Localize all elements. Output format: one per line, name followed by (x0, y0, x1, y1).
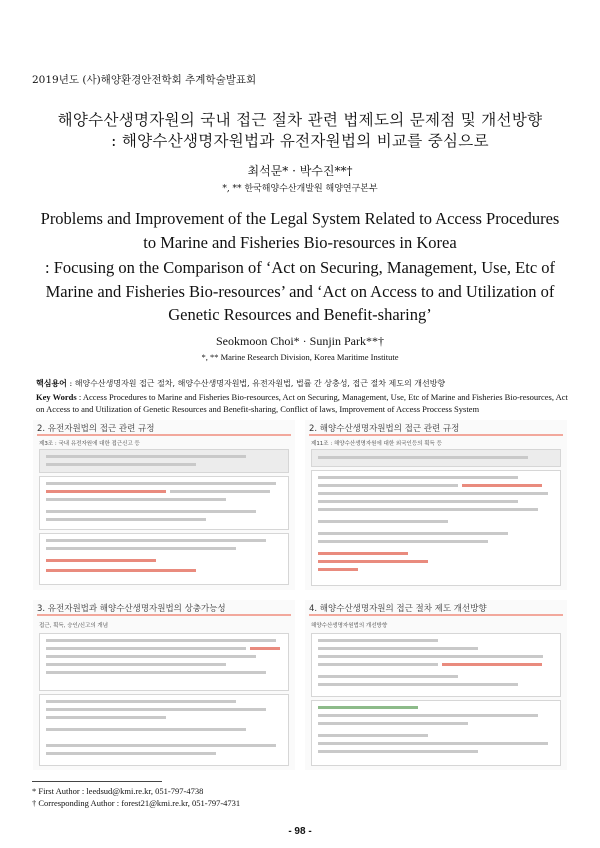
panel-3-box-1 (39, 633, 289, 691)
keywords-english-text: : Access Procedures to Marine and Fisheries Bio-resources, Act on Securing, Management, Use, Etc of Marine and Fisheries Bio-resources, Act on Access to and Utilization of Genetic Resources and Benefit-sharing, Conflict of laws, Improvement of Access Proccess System (36, 392, 568, 414)
panel-4-box-1 (311, 633, 561, 697)
footnote-rule (32, 781, 162, 782)
panel-2-subtitle: 제11조 : 해양수산생명자원에 대한 외국인등의 획득 등 (311, 441, 442, 447)
figure-panel-2 (305, 420, 567, 590)
english-title-line2: to Marine and Fisheries Bio-resources in Korea (143, 233, 457, 252)
footnote-first-author: * First Author : leedsud@kmi.re.kr, 051-797-4738 (32, 786, 204, 796)
keywords-korean (36, 378, 572, 389)
panel-2-box-2 (311, 470, 561, 586)
panel-2-title: 2. 해양수산생명자원법의 접근 관련 규정 (309, 424, 460, 434)
panel-1-box-1 (39, 449, 289, 473)
slides-figure (33, 420, 569, 772)
panel-1-subtitle: 제3조 : 국내 유전자원에 대한 접근신고 등 (39, 441, 140, 447)
english-title-line1: Problems and Improvement of the Legal System Related to Access Procedures (40, 209, 560, 228)
korean-affiliation: *, ** 한국해양수산개발원 해양연구본부 (222, 184, 378, 194)
keywords-korean-label: 핵심용어 (36, 378, 67, 388)
panel-4-box-2 (311, 700, 561, 766)
english-affiliation: *, ** Marine Research Division, Korea Maritime Institute (201, 352, 399, 362)
keywords-english (36, 392, 572, 415)
figure-panel-1 (33, 420, 295, 590)
panel-2-rule (309, 434, 563, 436)
figure-panel-4 (305, 600, 567, 770)
panel-3-title: 3. 유전자원법과 해양수산생명자원법의 상충가능성 (37, 604, 226, 614)
panel-2-box-1 (311, 449, 561, 467)
panel-3-rule (37, 614, 291, 616)
footnote-corresponding-author: † Corresponding Author : forest21@kmi.re.kr, 051-797-4731 (32, 798, 241, 808)
panel-4-title: 4. 해양수산생명자원의 접근 절차 제도 개선방향 (309, 604, 487, 614)
page-number: - 98 - (288, 826, 312, 837)
figure-panel-3 (33, 600, 295, 770)
english-authors: Seokmoon Choi* · Sunjin Park**† (215, 334, 384, 348)
english-title-line3: : Focusing on the Comparison of ‘Act on Securing, Management, Use, Etc of (44, 258, 556, 277)
panel-1-box-2 (39, 476, 289, 530)
panel-3-box-2 (39, 694, 289, 766)
panel-3-subtitle: 접근, 획득, 승인/신고의 개념 (39, 623, 109, 629)
korean-title-line2: : 해양수산생명자원법과 유전자원법의 비교를 중심으로 (111, 132, 489, 150)
panel-1-box-3 (39, 533, 289, 585)
english-title-line5: Genetic Resources and Benefit-sharing’ (168, 305, 432, 324)
english-title-line4: Marine and Fisheries Bio-resources’ and ‘Act on Access to and Utilization of (45, 282, 555, 301)
conference-header: 2019년도 (사)해양환경안전학회 추계학술발표회 (32, 74, 257, 86)
panel-1-rule (37, 434, 291, 436)
korean-authors: 최석문* · 박수진**† (247, 164, 353, 178)
panel-1-title: 2. 유전자원법의 접근 관련 규정 (37, 424, 155, 434)
keywords-english-label: Key Words (36, 392, 77, 402)
panel-4-rule (309, 614, 563, 616)
korean-title-line1: 해양수산생명자원의 국내 접근 절차 관련 법제도의 문제점 및 개선방향 (57, 111, 543, 129)
panel-4-subtitle: 해양수산생명자원법의 개선방향 (311, 623, 388, 629)
keywords-korean-text: : 해양수산생명자원 접근 절차, 해양수산생명자원법, 유전자원법, 법률 간 상충성, 접근 절차 제도의 개선방향 (66, 379, 446, 388)
